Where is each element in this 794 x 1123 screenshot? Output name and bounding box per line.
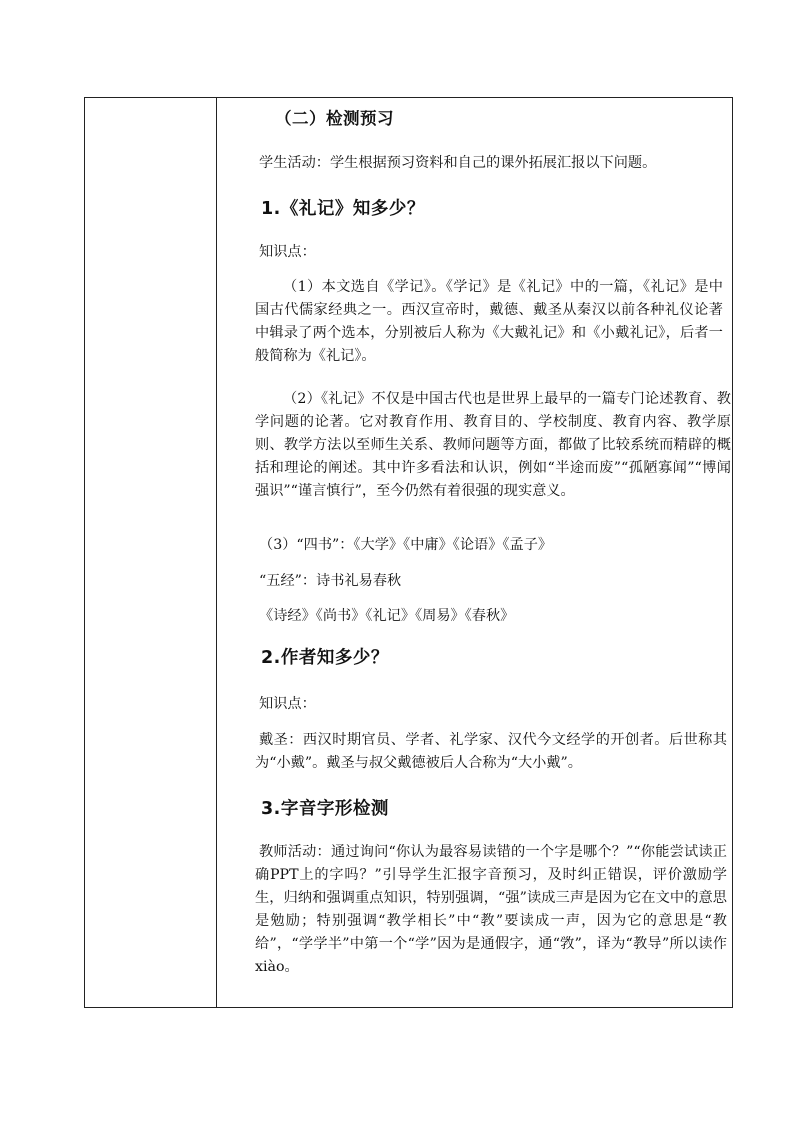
q1-paragraph-3: （3）“四书”：《大学》《中庸》《论语》《孟子》 (259, 537, 553, 553)
q1-paragraph-4: “五经”：诗书礼易春秋 (259, 573, 402, 589)
question-2-heading: 2.作者知多少？ (261, 648, 389, 668)
q2-knowledge-label: 知识点： (259, 696, 316, 712)
student-activity-intro: 学生活动：学生根据预习资料和自己的课外拓展汇报以下问题。 (259, 155, 657, 171)
q3-paragraph-1: 教师活动：通过询问“你认为最容易读错的一个字是哪个？”“你能尝试读正确PPT上的字吗？”引导学生汇报字音预习，及时纠正错误，评价激励学生，归纳和强调重点知识，特别强调，“强”读成三声是因为它在文中的意思是勉励；特别强调“教学相长”中“教”要读成一声，因为它的意思是“教给”，“学学半”中第一个“学”因为是通假字，通“敩”，译为“教导”所以读作xiào。 (255, 844, 727, 975)
table-content-cell (217, 98, 732, 1007)
question-3-heading: 3.字音字形检测 (261, 799, 389, 819)
q1-paragraph-5: 《诗经》《尚书》《礼记》《周易》《春秋》 (259, 608, 515, 624)
question-1-heading: 1.《礼记》知多少？ (261, 199, 425, 219)
q2-paragraph-1: 戴圣：西汉时期官员、学者、礼学家、汉代今文经学的开创者。后世称其为“小戴”。戴圣与叔父戴德被后人合称为“大小戴”。 (255, 732, 727, 771)
q1-paragraph-2: （2）《礼记》不仅是中国古代也是世界上最早的一篇专门论述教育、教学问题的论著。它对教育作用、教育目的、学校制度、教育内容、教学原则、教学方法以至师生关系、教师问题等方面，都做了比较系统而精辟的概括和理论的阐述。其中许多看法和认识，例如“半途而废”“孤陋寡闻”“博闻强识”“谨言慎行”，至今仍然有着很强的现实意义。 (255, 391, 731, 499)
section-title: （二）检测预习 (275, 109, 394, 128)
q1-knowledge-label: 知识点： (259, 244, 316, 260)
table-left-column (85, 98, 217, 1007)
lesson-table (84, 97, 733, 1008)
q1-paragraph-1: （1）本文选自《学记》。《学记》是《礼记》中的一篇，《礼记》是中国古代儒家经典之一。西汉宣帝时，戴德、戴圣从秦汉以前各种礼仪论著中辑录了两个选本，分别被后人称为《大戴礼记》和《小戴礼记》，后者一般简称为《礼记》。 (255, 279, 723, 364)
